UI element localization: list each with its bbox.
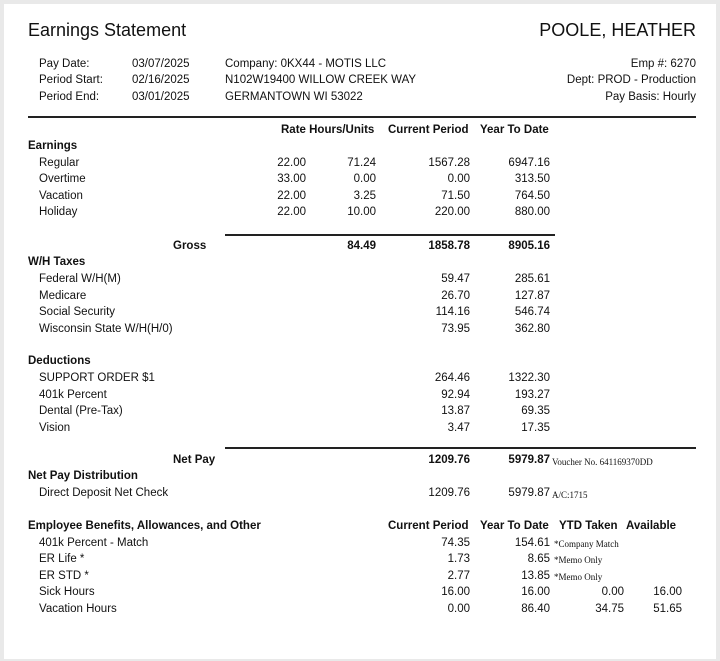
- deduction-row-current: 92.94: [441, 388, 470, 401]
- distribution-account: A/C:1715: [552, 490, 588, 500]
- earnings-current: 0.00: [447, 173, 470, 186]
- earnings-current: 220.00: [434, 206, 470, 219]
- earnings-hours: 3.25: [353, 189, 376, 202]
- benefit-label: Sick Hours: [39, 586, 95, 599]
- deduction-row-label: Vision: [39, 421, 71, 434]
- statement-title: Earnings Statement: [28, 20, 187, 40]
- benefit-ytd: 16.00: [521, 586, 550, 599]
- earnings-current: 71.50: [441, 189, 470, 202]
- benefits-col-current: Current Period: [388, 520, 469, 532]
- benefits-heading: Employee Benefits, Allowances, and Other: [28, 520, 261, 532]
- benefit-note: *Memo Only: [554, 571, 603, 582]
- net-pay-ytd: 5979.87: [508, 454, 550, 466]
- earnings-statement: [4, 4, 716, 659]
- benefits-col-ytd: Year To Date: [480, 520, 549, 532]
- benefit-taken: 0.00: [601, 586, 624, 599]
- benefit-note: *Company Match: [554, 539, 619, 549]
- voucher-number: Voucher No. 641169370DD: [552, 457, 653, 467]
- earnings-ytd: 313.50: [514, 173, 550, 186]
- benefit-taken: 34.75: [595, 602, 624, 615]
- company-address: N102W19400 WILLOW CREEK WAY: [225, 74, 417, 86]
- deduction-row-label: SUPPORT ORDER $1: [39, 372, 155, 384]
- deduction-row-ytd: 193.27: [514, 388, 550, 401]
- benefits-col-available: Available: [626, 520, 677, 532]
- gross-label: Gross: [173, 240, 207, 252]
- benefit-current: 74.35: [441, 537, 470, 549]
- company-city: GERMANTOWN WI 53022: [225, 91, 363, 103]
- gross-current: 1858.78: [428, 240, 470, 252]
- tax-row-ytd: 362.80: [514, 322, 550, 335]
- earnings-label: Vacation: [39, 189, 83, 202]
- period-end-value: 03/01/2025: [132, 91, 190, 103]
- header-divider: [28, 116, 696, 118]
- distribution-heading: Net Pay Distribution: [28, 470, 138, 482]
- tax-row-label: Social Security: [39, 306, 116, 318]
- employee-number: Emp #: 6270: [630, 58, 696, 70]
- tax-row-label: Wisconsin State W/H(H/0): [39, 322, 173, 335]
- col-year-to-date: Year To Date: [480, 124, 549, 136]
- gross-hours: 84.49: [347, 240, 376, 252]
- benefit-current: 0.00: [447, 602, 470, 615]
- benefit-current: 16.00: [441, 586, 470, 599]
- earnings-heading: Earnings: [28, 140, 78, 152]
- tax-row-label: Medicare: [39, 289, 87, 302]
- deduction-row-ytd: 1322.30: [508, 372, 550, 384]
- tax-row-ytd: 285.61: [514, 273, 550, 285]
- deduction-row-current: 3.47: [447, 421, 470, 434]
- tax-row-current: 114.16: [435, 306, 470, 318]
- earnings-rate: 22.00: [277, 189, 306, 202]
- benefit-available: 16.00: [653, 586, 682, 599]
- distribution-current: 1209.76: [428, 487, 470, 499]
- benefits-col-taken: YTD Taken: [559, 520, 618, 532]
- tax-row-current: 59.47: [441, 273, 470, 285]
- gross-divider: [225, 234, 555, 236]
- net-pay-label: Net Pay: [173, 454, 216, 466]
- net-pay-divider: [225, 447, 696, 449]
- benefit-label: ER STD *: [39, 569, 89, 582]
- period-start-label: Period Start:: [39, 74, 103, 86]
- benefit-ytd: 154.61: [514, 537, 550, 549]
- benefit-label: 401k Percent - Match: [39, 537, 149, 549]
- benefit-ytd: 8.65: [527, 553, 550, 566]
- employee-name: POOLE, HEATHER: [539, 20, 696, 40]
- tax-row-label: Federal W/H(M): [39, 273, 121, 285]
- benefit-ytd: 13.85: [521, 569, 550, 582]
- tax-row-current: 26.70: [441, 289, 470, 302]
- company-name: Company: 0KX44 - MOTIS LLC: [225, 58, 387, 70]
- pay-basis: Pay Basis: Hourly: [605, 91, 696, 103]
- benefit-label: ER Life *: [39, 553, 85, 566]
- earnings-hours: 10.00: [347, 206, 376, 219]
- earnings-current: 1567.28: [428, 157, 470, 169]
- distribution-label: Direct Deposit Net Check: [39, 487, 169, 499]
- net-pay-current: 1209.76: [428, 454, 470, 466]
- period-end-label: Period End:: [39, 91, 100, 103]
- earnings-rate: 22.00: [277, 157, 306, 169]
- deduction-row-ytd: 69.35: [521, 405, 550, 417]
- deduction-row-ytd: 17.35: [521, 421, 550, 434]
- pay-date-value: 03/07/2025: [132, 58, 190, 70]
- earnings-ytd: 880.00: [514, 206, 550, 219]
- tax-row-ytd: 546.74: [514, 306, 550, 318]
- tax-row-ytd: 127.87: [514, 289, 550, 302]
- pay-date-label: Pay Date:: [39, 58, 90, 70]
- taxes-heading: W/H Taxes: [28, 256, 86, 268]
- deduction-row-current: 264.46: [434, 372, 470, 384]
- deduction-row-current: 13.87: [441, 405, 470, 417]
- col-current-period: Current Period: [388, 124, 469, 136]
- earnings-ytd: 6947.16: [508, 157, 550, 169]
- earnings-hours: 71.24: [347, 157, 376, 169]
- earnings-rate: 33.00: [277, 173, 306, 186]
- benefit-current: 1.73: [447, 553, 470, 566]
- earnings-hours: 0.00: [353, 173, 376, 186]
- earnings-label: Overtime: [39, 173, 86, 186]
- benefit-current: 2.77: [447, 569, 470, 582]
- department: Dept: PROD - Production: [566, 74, 696, 86]
- period-start-value: 02/16/2025: [132, 74, 190, 86]
- earnings-ytd: 764.50: [514, 189, 550, 202]
- benefit-label: Vacation Hours: [39, 602, 117, 615]
- deductions-heading: Deductions: [28, 355, 91, 367]
- benefit-note: *Memo Only: [554, 555, 603, 566]
- earnings-label: Regular: [39, 157, 80, 169]
- gross-ytd: 8905.16: [508, 240, 550, 252]
- earnings-rate: 22.00: [277, 206, 306, 219]
- deduction-row-label: 401k Percent: [39, 388, 107, 401]
- benefit-ytd: 86.40: [521, 602, 550, 615]
- col-rate-hours: Rate Hours/Units: [281, 124, 375, 136]
- tax-row-current: 73.95: [441, 322, 470, 335]
- earnings-label: Holiday: [39, 206, 78, 219]
- benefit-available: 51.65: [653, 602, 682, 615]
- distribution-ytd: 5979.87: [508, 487, 550, 499]
- deduction-row-label: Dental (Pre-Tax): [39, 405, 123, 417]
